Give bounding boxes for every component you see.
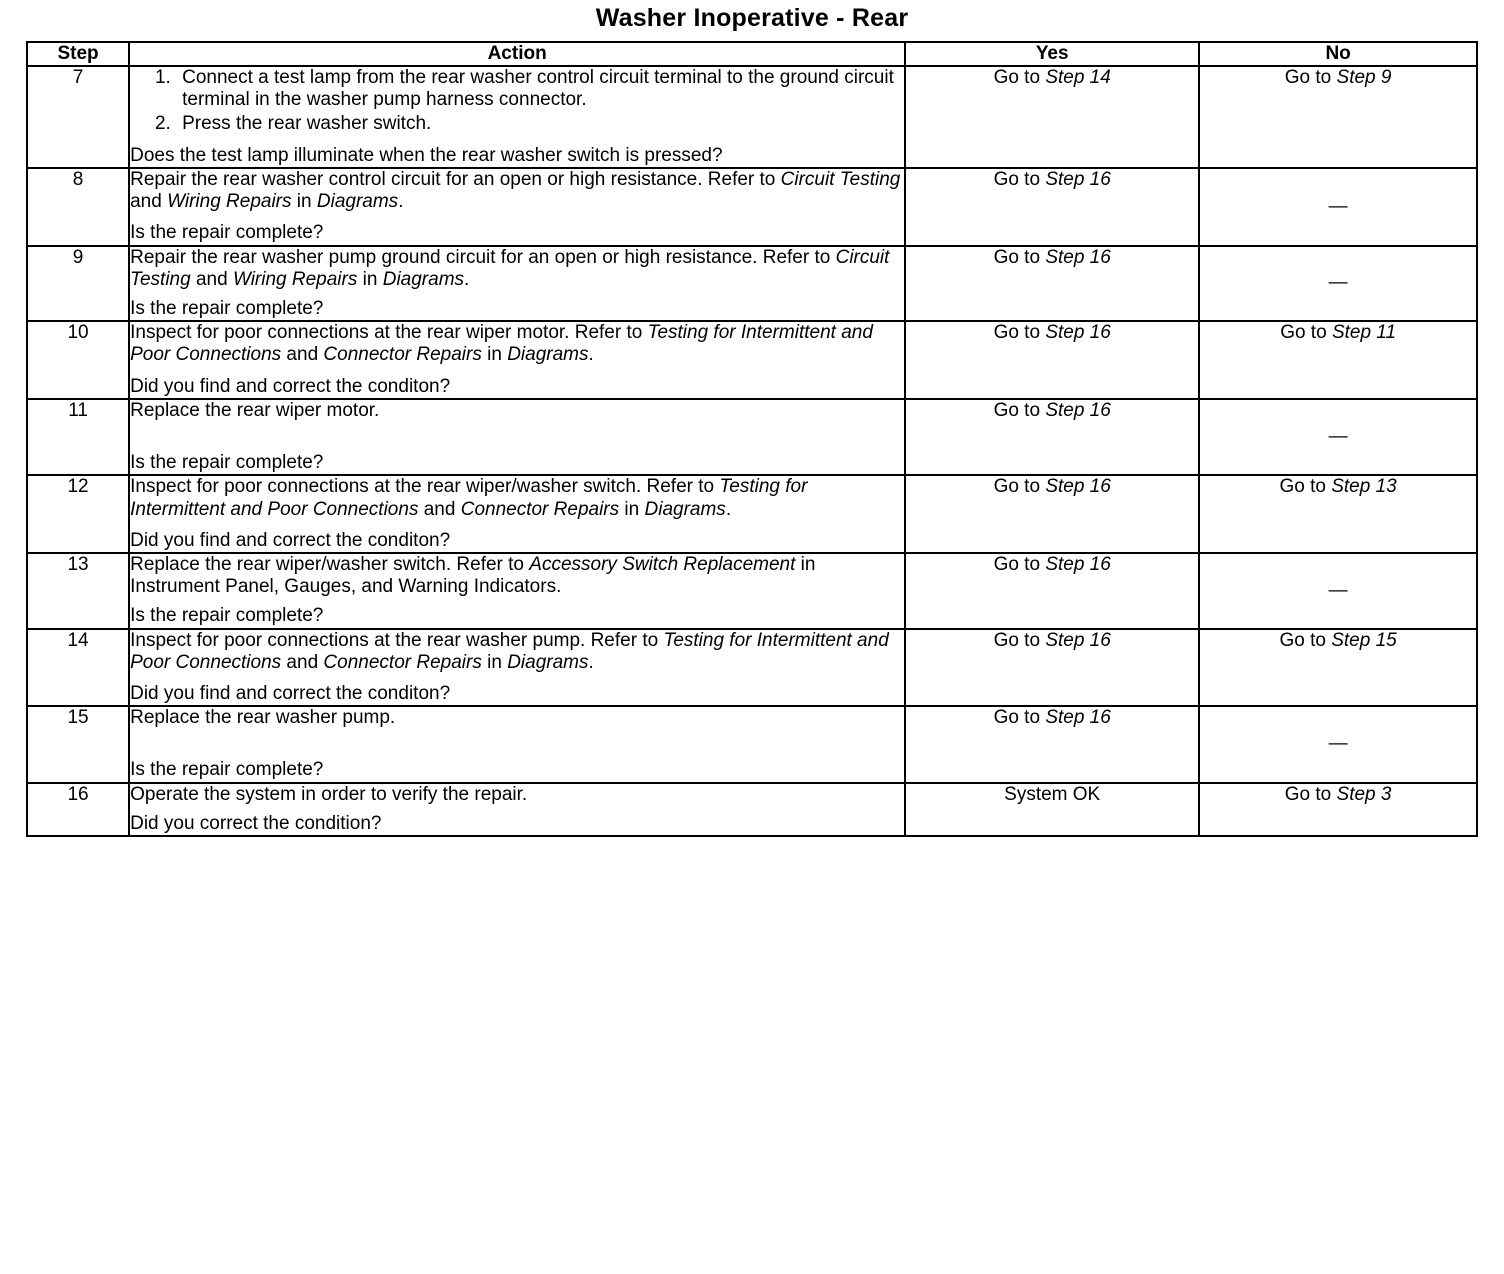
list-item: 2. Press the rear washer switch. <box>176 113 904 135</box>
lead-italic-ref: Circuit Testing <box>130 246 890 290</box>
action-numbered-list <box>130 67 904 136</box>
yes-text: Go to <box>993 322 1046 344</box>
cell-step-number: 7 <box>27 66 129 168</box>
cell-step-number: 13 <box>27 553 129 629</box>
no-text: Go to <box>1284 783 1337 805</box>
lead-text: . <box>398 191 404 213</box>
table-row <box>27 475 1477 553</box>
lead-text: Repair the rear washer pump ground circuit for an open or high resistance. Refer to <box>130 246 836 268</box>
action-lead <box>130 247 904 291</box>
cell-no <box>1199 706 1477 782</box>
cell-step-number: 16 <box>27 783 129 836</box>
cell-action <box>129 706 905 782</box>
column-header-step: Step <box>27 42 129 66</box>
table-header-row <box>27 42 1477 66</box>
lead-italic-ref: Diagrams <box>382 268 465 290</box>
no-step-ref: Step 3 <box>1336 783 1392 805</box>
lead-italic-ref: Wiring Repairs <box>232 268 358 290</box>
cell-step-number: 15 <box>27 706 129 782</box>
cell-step-number: 10 <box>27 321 129 399</box>
yes-step-ref: Step 16 <box>1045 476 1111 498</box>
cell-step-number: 12 <box>27 475 129 553</box>
yes-text: System OK <box>1004 783 1101 805</box>
yes-text: Go to <box>993 553 1046 575</box>
action-question: Is the repair complete? <box>130 452 324 474</box>
lead-text: Replace the rear wiper motor. <box>130 399 380 421</box>
table-row <box>27 399 1477 475</box>
lead-text: and <box>190 268 233 290</box>
lead-text: Inspect for poor connections at the rear wiper motor. Refer to <box>130 322 648 344</box>
action-lead <box>130 784 904 806</box>
lead-text: in <box>357 268 383 290</box>
lead-italic-ref: Connector Repairs <box>460 498 620 520</box>
table-row <box>27 706 1477 782</box>
cell-action <box>129 246 905 322</box>
lead-italic-ref: Diagrams <box>644 498 726 520</box>
cell-step-number: 11 <box>27 399 129 475</box>
yes-step-ref: Step 16 <box>1045 553 1111 575</box>
lead-italic-ref: Wiring Repairs <box>167 191 292 213</box>
action-question: Does the test lamp illuminate when the rear washer switch is pressed? <box>130 144 723 166</box>
yes-text: Go to <box>993 399 1046 421</box>
lead-italic-ref: Testing for Intermittent and Poor Connections <box>130 476 808 520</box>
no-text: Go to <box>1279 629 1332 651</box>
cell-action <box>129 399 905 475</box>
action-question: Is the repair complete? <box>130 759 324 781</box>
lead-italic-ref: Testing for Intermittent and Poor Connections <box>130 322 873 366</box>
lead-italic-ref: Accessory Switch Replacement <box>529 553 796 575</box>
yes-text: Go to <box>993 246 1046 268</box>
table-row <box>27 246 1477 322</box>
lead-text: Inspect for poor connections at the rear washer pump. Refer to <box>130 629 664 651</box>
cell-action <box>129 168 905 246</box>
action-question: Is the repair complete? <box>130 605 324 627</box>
cell-no <box>1199 321 1477 399</box>
cell-no <box>1199 246 1477 322</box>
cell-no <box>1199 783 1477 836</box>
cell-no <box>1199 399 1477 475</box>
no-text: — <box>1328 733 1348 755</box>
cell-step-number: 14 <box>27 629 129 707</box>
action-lead <box>130 400 904 422</box>
lead-text: and <box>281 344 324 366</box>
column-header-action: Action <box>129 42 905 66</box>
diagnostic-flow-table <box>26 41 1478 837</box>
action-lead <box>130 707 904 729</box>
no-text: Go to <box>1279 476 1332 498</box>
lead-text: and <box>418 498 461 520</box>
table-row <box>27 629 1477 707</box>
cell-no <box>1199 168 1477 246</box>
lead-text: . <box>464 268 470 290</box>
action-question: Is the repair complete? <box>130 297 324 319</box>
lead-text: Replace the rear washer pump. <box>130 707 396 729</box>
lead-italic-ref: Diagrams <box>507 651 589 673</box>
no-text: — <box>1328 579 1348 601</box>
lead-italic-ref: Diagrams <box>507 344 589 366</box>
column-header-yes: Yes <box>905 42 1199 66</box>
cell-no <box>1199 66 1477 168</box>
no-step-ref: Step 11 <box>1331 322 1397 344</box>
no-text: — <box>1328 426 1348 448</box>
cell-yes <box>905 553 1199 629</box>
yes-step-ref: Step 16 <box>1045 707 1111 729</box>
action-question: Did you find and correct the conditon? <box>130 375 451 397</box>
lead-text: Replace the rear wiper/washer switch. Refer to <box>130 553 530 575</box>
cell-no <box>1199 475 1477 553</box>
lead-text: and <box>130 191 168 213</box>
column-header-no: No <box>1199 42 1477 66</box>
no-step-ref: Step 15 <box>1331 629 1397 651</box>
action-lead <box>130 630 904 674</box>
no-text: Go to <box>1280 322 1332 344</box>
yes-step-ref: Step 16 <box>1045 168 1111 190</box>
cell-yes <box>905 246 1199 322</box>
table-row <box>27 783 1477 836</box>
lead-text: in <box>481 344 508 366</box>
lead-text: Repair the rear washer control circuit for an open or high resistance. Refer to <box>130 168 781 190</box>
table-body <box>27 66 1477 836</box>
cell-yes <box>905 783 1199 836</box>
action-question: Did you find and correct the conditon? <box>130 529 451 551</box>
table-row <box>27 66 1477 168</box>
action-lead <box>130 476 904 520</box>
cell-action <box>129 321 905 399</box>
yes-text: Go to <box>993 168 1046 190</box>
action-question: Did you find and correct the conditon? <box>130 683 451 705</box>
table-row <box>27 553 1477 629</box>
yes-text: Go to <box>993 67 1046 88</box>
table-header <box>27 42 1477 66</box>
cell-yes <box>905 629 1199 707</box>
cell-yes <box>905 66 1199 168</box>
cell-yes <box>905 168 1199 246</box>
lead-italic-ref: Diagrams <box>316 191 399 213</box>
lead-italic-ref: Connector Repairs <box>323 344 482 366</box>
action-lead <box>130 322 904 366</box>
lead-text: in <box>481 651 508 673</box>
action-lead <box>130 169 904 213</box>
table-row <box>27 321 1477 399</box>
lead-italic-ref: Connector Repairs <box>323 651 482 673</box>
lead-text: Inspect for poor connections at the rear wiper/washer switch. Refer to <box>130 476 720 498</box>
page-title: Washer Inoperative - Rear <box>595 4 909 32</box>
cell-action <box>129 66 905 168</box>
no-text: — <box>1328 272 1348 294</box>
cell-action <box>129 783 905 836</box>
yes-text: Go to <box>993 476 1046 498</box>
action-question: Is the repair complete? <box>130 222 324 244</box>
cell-action <box>129 553 905 629</box>
lead-text: Operate the system in order to verify the repair. <box>130 783 528 805</box>
list-item: 1. Connect a test lamp from the rear washer control circuit terminal to the ground circuit terminal in the washer pump harness connector. <box>176 67 904 111</box>
cell-no <box>1199 629 1477 707</box>
lead-text: in <box>291 191 317 213</box>
no-text: — <box>1328 195 1348 217</box>
cell-yes <box>905 399 1199 475</box>
cell-yes <box>905 706 1199 782</box>
cell-step-number: 9 <box>27 246 129 322</box>
yes-step-ref: Step 16 <box>1045 246 1111 268</box>
lead-text: in <box>619 498 645 520</box>
yes-step-ref: Step 16 <box>1045 322 1111 344</box>
table-row <box>27 168 1477 246</box>
no-step-ref: Step 9 <box>1336 67 1392 88</box>
lead-text: . <box>725 498 732 520</box>
yes-text: Go to <box>993 629 1046 651</box>
cell-step-number: 8 <box>27 168 129 246</box>
cell-yes <box>905 475 1199 553</box>
yes-step-ref: Step 14 <box>1045 67 1111 88</box>
action-lead <box>130 554 904 598</box>
no-text: Go to <box>1284 67 1337 88</box>
yes-step-ref: Step 16 <box>1045 629 1111 651</box>
cell-no <box>1199 553 1477 629</box>
yes-step-ref: Step 16 <box>1045 399 1111 421</box>
lead-text: and <box>281 651 324 673</box>
lead-text: . <box>588 651 594 673</box>
cell-yes <box>905 321 1199 399</box>
action-question: Did you correct the condition? <box>130 812 382 834</box>
no-step-ref: Step 13 <box>1331 476 1397 498</box>
cell-action <box>129 475 905 553</box>
yes-text: Go to <box>993 707 1046 729</box>
lead-text: in Instrument Panel, Gauges, and Warning Indicators. <box>130 553 816 598</box>
lead-italic-ref: Circuit Testing <box>780 168 901 190</box>
cell-action <box>129 629 905 707</box>
lead-text: . <box>588 344 594 366</box>
lead-italic-ref: Testing for Intermittent and Poor Connections <box>130 629 889 673</box>
